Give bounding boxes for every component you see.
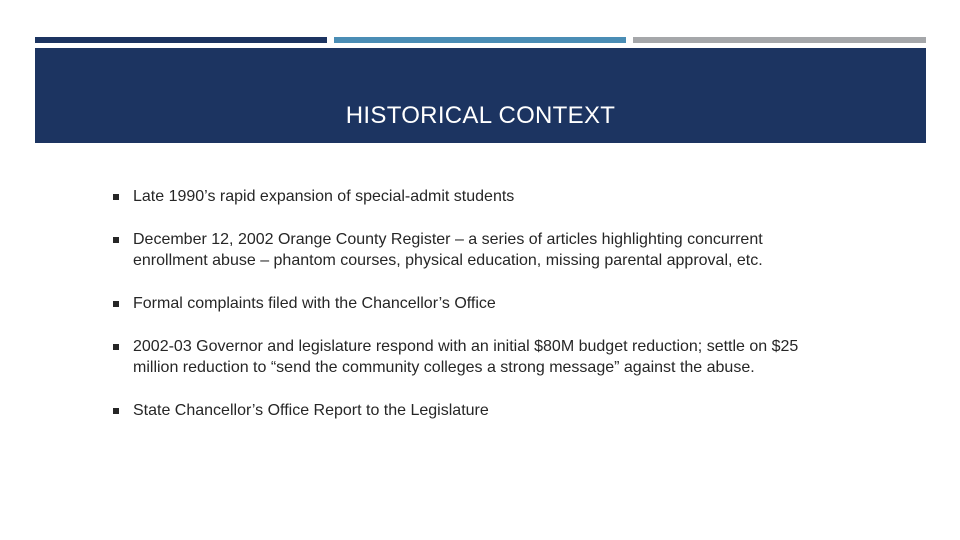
square-bullet-icon	[113, 194, 119, 200]
accent-bar-navy	[35, 37, 327, 43]
bullet-text: Late 1990’s rapid expansion of special-admit students	[133, 188, 515, 205]
bullet-item	[113, 400, 813, 421]
square-bullet-icon	[113, 344, 119, 350]
square-bullet-icon	[113, 301, 119, 307]
bullet-item	[113, 229, 813, 271]
bullet-text: 2002-03 Governor and legislature respond with an initial $80M budget reduction; settle on $25 million reduction to “send the community colleges a strong message” against the abuse.	[133, 338, 799, 376]
bullet-text: Formal complaints filed with the Chancellor’s Office	[133, 295, 496, 312]
slide-title: HISTORICAL CONTEXT	[345, 101, 616, 129]
accent-bar-gray	[633, 37, 926, 43]
square-bullet-icon	[113, 237, 119, 243]
bullet-text: State Chancellor’s Office Report to the Legislature	[133, 402, 489, 419]
title-band	[35, 48, 926, 143]
accent-bar-blue	[334, 37, 626, 43]
bullet-item	[113, 336, 813, 378]
bullet-item	[113, 186, 813, 207]
bullet-list	[113, 186, 813, 421]
bullet-text: December 12, 2002 Orange County Register – a series of articles highlighting concurrent enrollment abuse – phantom courses, physical education, missing parental approval, etc.	[133, 231, 763, 269]
square-bullet-icon	[113, 408, 119, 414]
bullet-item	[113, 293, 813, 314]
